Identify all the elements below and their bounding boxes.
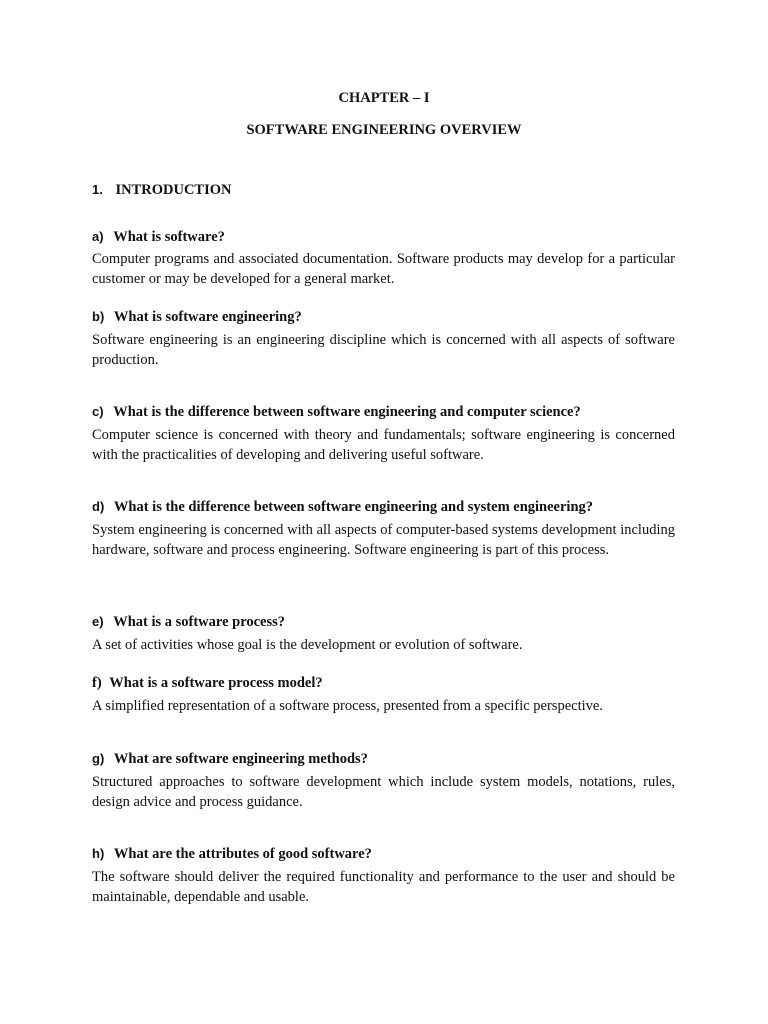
question-heading [92, 403, 581, 421]
answer-paragraph: Structured approaches to software development which include system models, notations, rules, design advice and process guidance. [92, 774, 675, 810]
question-heading [92, 308, 302, 326]
question-text: What are software engineering methods? [113, 751, 368, 767]
question-text: What is a software process? [113, 614, 286, 630]
answer-paragraph: A set of activities whose goal is the development or evolution of software. [92, 637, 523, 653]
question-marker: h) [92, 846, 105, 861]
question-marker: b) [92, 309, 105, 324]
question-text: What are the attributes of good software? [113, 846, 372, 862]
question-marker: d) [92, 499, 105, 514]
question-marker: c) [92, 404, 104, 419]
answer-paragraph: The software should deliver the required functionality and performance to the user and should be maintainable, dependable and usable. [92, 869, 675, 905]
question-text: What is the difference between software engineering and computer science? [113, 404, 581, 420]
question-marker: e) [92, 614, 104, 629]
question-text: What is software? [113, 229, 225, 245]
question-text: What is a software process model? [109, 675, 323, 691]
question-heading [92, 498, 593, 516]
question-marker: f) [92, 675, 102, 691]
answer-paragraph: Software engineering is an engineering discipline which is concerned with all aspects of software production. [92, 332, 675, 368]
section-heading [92, 181, 231, 199]
answer-paragraph: Computer programs and associated documentation. Software products may develop for a particular customer or may be developed for a general market. [92, 251, 675, 287]
question-marker: a) [92, 229, 104, 244]
question-heading [92, 228, 225, 246]
answer-paragraph: Computer science is concerned with theory and fundamentals; software engineering is concerned with the practicalities of developing and delivering useful software. [92, 427, 675, 463]
answer-paragraph: A simplified representation of a software process, presented from a specific perspective. [92, 698, 603, 714]
question-text: What is the difference between software engineering and system engineering? [113, 499, 594, 515]
question-heading [92, 750, 368, 768]
section-number: 1. [92, 182, 103, 197]
answer-paragraph: System engineering is concerned with all aspects of computer-based systems development including hardware, software and process engineering. Software engineering is part of this process. [92, 522, 675, 558]
question-heading [92, 613, 285, 631]
question-text: What is software engineering? [113, 309, 302, 325]
chapter-subtitle: SOFTWARE ENGINEERING OVERVIEW [246, 122, 522, 138]
section-title: INTRODUCTION [115, 182, 232, 198]
question-marker: g) [92, 751, 105, 766]
chapter-title: CHAPTER – I [338, 90, 430, 106]
question-heading [92, 674, 323, 692]
question-heading [92, 845, 372, 863]
